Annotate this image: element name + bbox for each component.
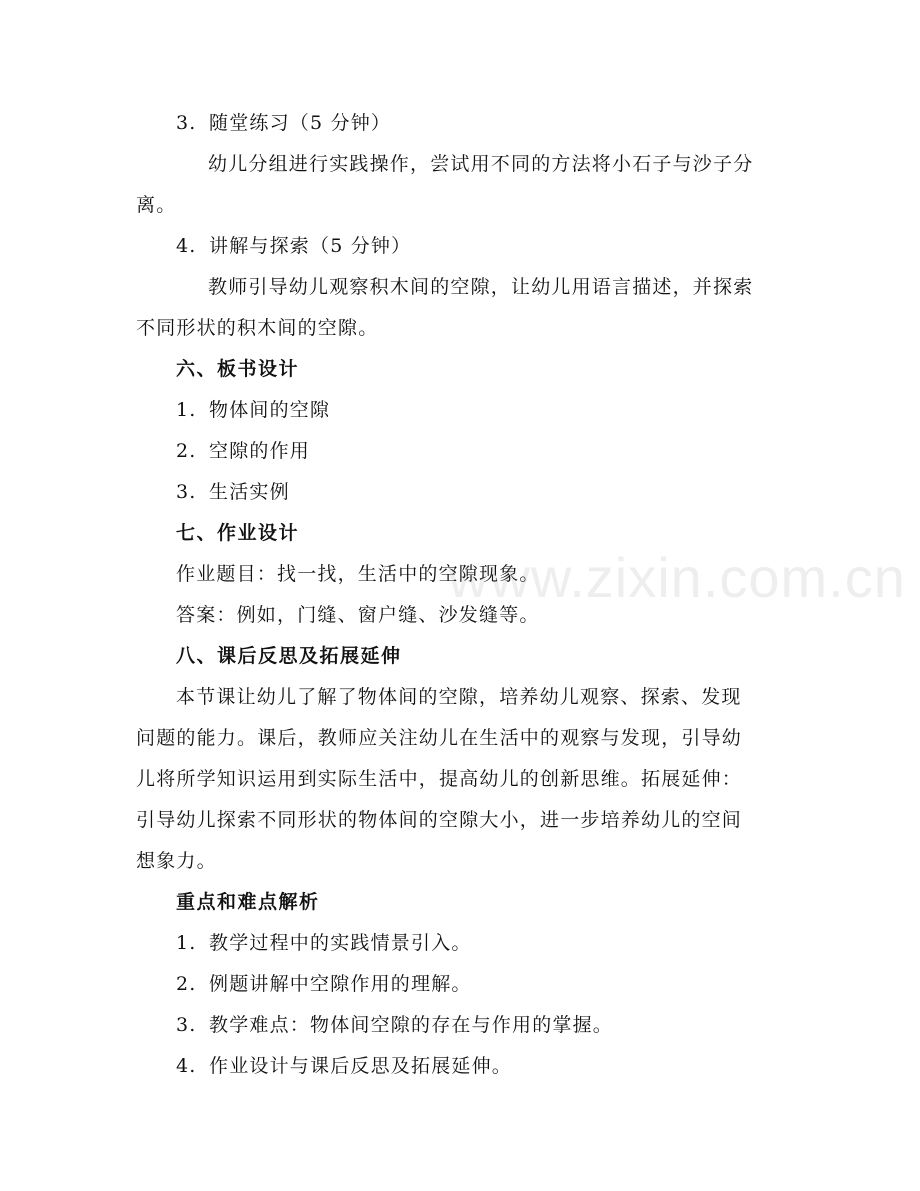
paragraph-line: 教师引导幼儿观察积木间的空隙，让幼儿用语言描述，并探索 (208, 276, 754, 298)
list-number: 1. (176, 399, 197, 421)
list-item (176, 1012, 613, 1038)
list-item-text: 教学过程中的实践情景引入。 (209, 932, 472, 954)
list-item-explore (176, 233, 411, 259)
list-item (176, 971, 472, 997)
list-item-text: 物体间的空隙 (209, 399, 331, 421)
list-item (176, 930, 472, 956)
list-number: 3. (176, 481, 197, 503)
section-heading-homework: 七、作业设计 (176, 522, 300, 544)
list-item (176, 479, 290, 505)
list-item-text: 空隙的作用 (209, 440, 311, 462)
list-number: 2. (176, 973, 197, 995)
paragraph-line: 不同形状的积木间的空隙。 (136, 317, 379, 339)
list-item-text: 随堂练习（5 分钟） (209, 112, 392, 134)
section-heading-key-points: 重点和难点解析 (176, 891, 320, 913)
list-item-practice (176, 110, 391, 136)
list-number: 3. (176, 112, 197, 134)
paragraph-line: 引导幼儿探索不同形状的物体间的空隙大小，进一步培养幼儿的空间 (136, 809, 743, 831)
list-item-text: 教学难点：物体间空隙的存在与作用的掌握。 (209, 1014, 614, 1036)
list-item (176, 397, 330, 423)
list-item-text: 作业设计与课后反思及拓展延伸。 (209, 1055, 513, 1077)
paragraph-line: 离。 (136, 194, 177, 216)
list-number: 3. (176, 1014, 197, 1036)
section-heading-reflection: 八、课后反思及拓展延伸 (176, 645, 402, 667)
list-number: 4. (176, 235, 197, 257)
list-number: 1. (176, 932, 197, 954)
paragraph-line: 想象力。 (136, 850, 217, 872)
paragraph-line: 儿将所学知识运用到实际生活中，提高幼儿的创新思维。拓展延伸： (136, 768, 743, 790)
section-heading-board-design: 六、板书设计 (176, 358, 300, 380)
list-item-text: 生活实例 (209, 481, 290, 503)
homework-answer: 答案：例如，门缝、窗户缝、沙发缝等。 (176, 604, 540, 626)
homework-question: 作业题目：找一找，生活中的空隙现象。 (176, 563, 540, 585)
paragraph-line: 问题的能力。课后，教师应关注幼儿在生活中的观察与发现，引导幼 (136, 727, 743, 749)
list-item (176, 438, 310, 464)
paragraph-line: 本节课让幼儿了解了物体间的空隙，培养幼儿观察、探索、发现 (176, 686, 742, 708)
list-item-text: 例题讲解中空隙作用的理解。 (209, 973, 472, 995)
paragraph-line: 幼儿分组进行实践操作，尝试用不同的方法将小石子与沙子分 (208, 153, 754, 175)
list-number: 2. (176, 440, 197, 462)
list-item-text: 讲解与探索（5 分钟） (209, 235, 412, 257)
watermark-text: www.zixin.com.cn (448, 546, 906, 609)
list-item (176, 1053, 512, 1079)
list-number: 4. (176, 1055, 197, 1077)
